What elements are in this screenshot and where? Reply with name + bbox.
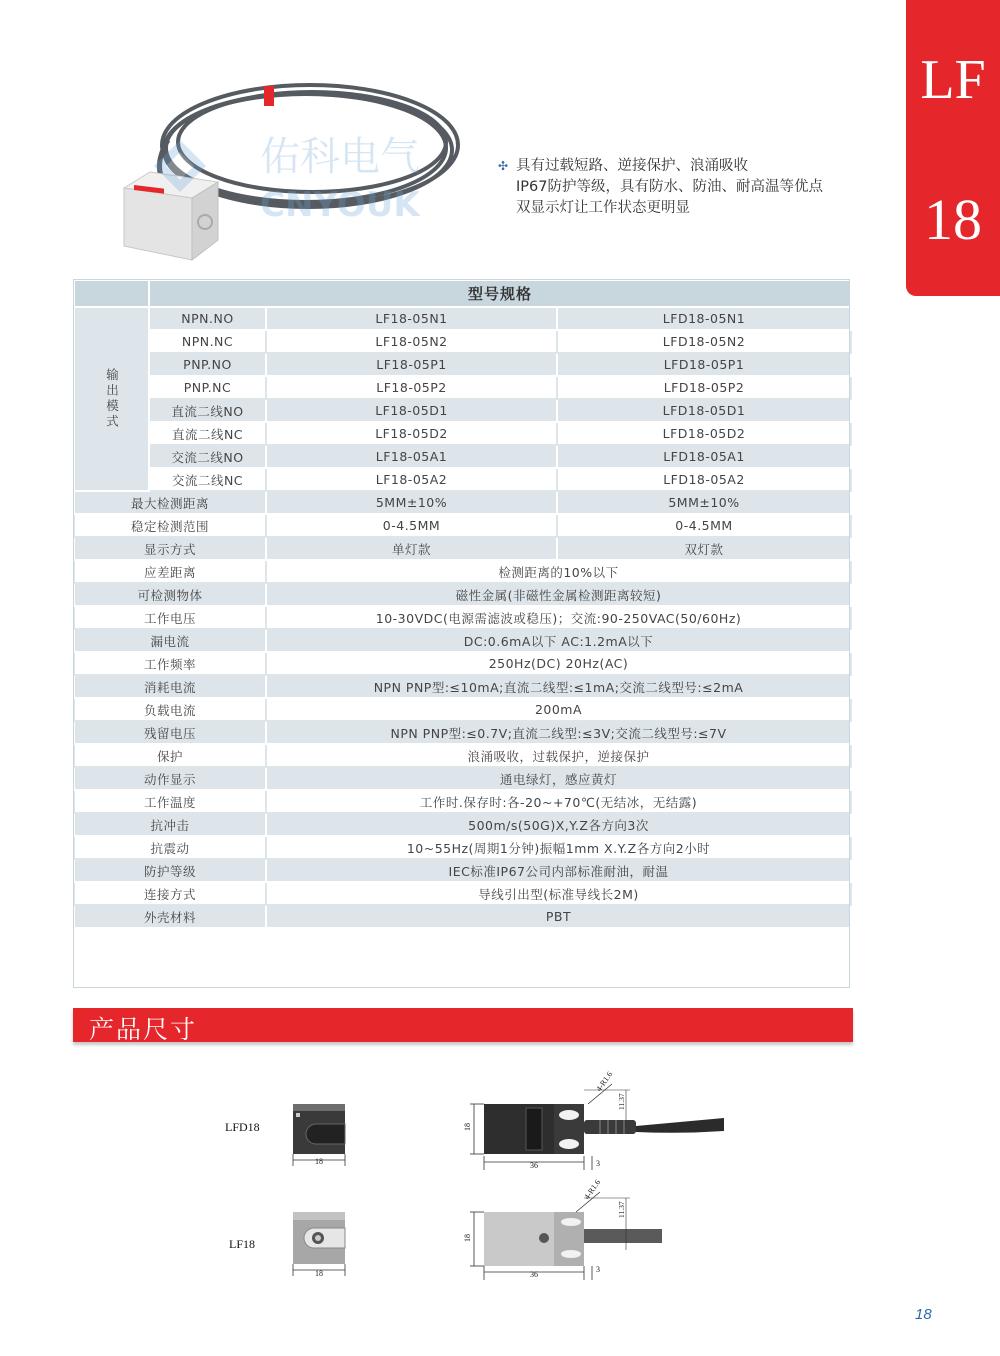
dim-offset: 11.37 [617,1093,626,1110]
dimensions-title: 产品尺寸 [89,1015,198,1044]
mode-cell: 交流二线NC [149,468,266,491]
page-number: 18 [915,1306,932,1323]
spec-label: 连接方式 [74,882,266,905]
lf-value-cell: 5MM±10% [266,491,557,514]
dim-width: 18 [315,1269,323,1278]
dim-hole: 4-R1.6 [594,1069,615,1094]
dim-width: 18 [315,1157,323,1166]
lf-model-cell: LF18-05A1 [266,445,557,468]
lf-model-cell: LF18-05P2 [266,376,557,399]
lfd-model-cell: LFD18-05D2 [557,422,851,445]
lf-model-cell: LF18-05D2 [266,422,557,445]
spec-label: 漏电流 [74,629,266,652]
spec-label: 稳定检测范围 [74,514,266,537]
tab-series: LF [920,49,986,111]
spec-label: 动作显示 [74,767,266,790]
dim-length: 36 [530,1270,538,1279]
output-mode-group-label: 输出模式 [74,307,149,491]
spec-title: 型号规格 [149,280,851,307]
feature-text: 具有过载短路、逆接保护、浪涌吸收 [516,158,748,174]
feature-text: 双显示灯让工作状态更明显 [516,200,690,216]
model-label-lf18: LF18 [229,1237,256,1251]
lfd-value-cell: 0-4.5MM [557,514,851,537]
mode-cell: 直流二线NC [149,422,266,445]
lfd-value-cell: 双灯款 [557,537,851,560]
mode-cell: PNP.NO [149,353,266,376]
lfd-model-cell: LFD18-05A1 [557,445,851,468]
dim-offset: 11.37 [617,1201,626,1218]
spec-label: 最大检测距离 [74,491,266,514]
mode-cell: PNP.NC [149,376,266,399]
dim-hole: 4-R1.6 [582,1177,603,1202]
lfd18-front-view [293,1104,345,1166]
spec-value: 检测距离的10%以下 [266,560,851,583]
lf-model-cell: LF18-05D1 [266,399,557,422]
spec-value: 工作时.保存时:各-20~+70℃(无结冰，无结露) [266,790,851,813]
model-label-lfd18: LFD18 [225,1120,260,1134]
spec-value: 200mA [266,698,851,721]
feature-text: IP67防护等级，具有防水、防油、耐高温等优点 [516,179,823,195]
spec-value: 浪涌吸收，过载保护，逆接保护 [266,744,851,767]
lfd-model-cell: LFD18-05N1 [557,307,851,330]
spec-label: 保护 [74,744,266,767]
spec-value: PBT [266,905,851,928]
spec-label: 可检测物体 [74,583,266,606]
spec-value: 250Hz(DC) 20Hz(AC) [266,652,851,675]
lf-model-cell: LF18-05P1 [266,353,557,376]
lfd-model-cell: LFD18-05P1 [557,353,851,376]
mode-cell: 交流二线NO [149,445,266,468]
spec-value: NPN PNP型:≤10mA;直流二线型:≤1mA;交流二线型号:≤2mA [266,675,851,698]
tab-size: 18 [924,187,982,252]
spec-value: 通电绿灯，感应黄灯 [266,767,851,790]
spec-label: 抗震动 [74,836,266,859]
dim-gap: 3 [596,1265,600,1274]
lf-value-cell: 单灯款 [266,537,557,560]
spec-value: 导线引出型(标准导线长2M) [266,882,851,905]
dim-height: 18 [463,1123,472,1131]
lfd-model-cell: LFD18-05N2 [557,330,851,353]
spec-label: 防护等级 [74,859,266,882]
spec-label: 残留电压 [74,721,266,744]
spec-value: 10-30VDC(电源需滤波或稳压)；交流:90-250VAC(50/60Hz) [266,606,851,629]
spec-label: 工作电压 [74,606,266,629]
dim-height: 18 [463,1234,472,1242]
bullet-icon: ✣ [498,159,509,173]
spec-label: 外壳材料 [74,905,266,928]
spec-label: 应差距离 [74,560,266,583]
lf18-front-view [293,1212,345,1278]
dim-length: 36 [530,1161,538,1170]
spec-label: 抗冲击 [74,813,266,836]
spec-value: 500m/s(50G)X,Y.Z各方向3次 [266,813,851,836]
watermark-cn: 佑科电气 [260,134,420,180]
lfd18-side-view [463,1070,724,1170]
lf18-side-view [463,1178,662,1280]
dim-gap: 3 [596,1159,600,1168]
spec-label: 工作频率 [74,652,266,675]
lfd-model-cell: LFD18-05A2 [557,468,851,491]
lf-model-cell: LF18-05N2 [266,330,557,353]
lfd-value-cell: 5MM±10% [557,491,851,514]
mode-cell: 直流二线NO [149,399,266,422]
watermark-en: CNYOUK [260,185,420,225]
spec-value: IEC标准IP67公司内部标准耐油，耐温 [266,859,851,882]
lfd-model-cell: LFD18-05D1 [557,399,851,422]
lfd-model-cell: LFD18-05P2 [557,376,851,399]
lf-value-cell: 0-4.5MM [266,514,557,537]
lf-model-cell: LF18-05A2 [266,468,557,491]
spec-label: 消耗电流 [74,675,266,698]
spec-label: 显示方式 [74,537,266,560]
spec-label: 工作温度 [74,790,266,813]
spec-value: 磁性金属(非磁性金属检测距离较短) [266,583,851,606]
spec-value: DC:0.6mA以下 AC:1.2mA以下 [266,629,851,652]
spec-label: 负载电流 [74,698,266,721]
spec-value: NPN PNP型:≤0.7V;直流二线型:≤3V;交流二线型号:≤7V [266,721,851,744]
mode-cell: NPN.NC [149,330,266,353]
mode-cell: NPN.NO [149,307,266,330]
spec-value: 10~55Hz(周期1分钟)振幅1mm X.Y.Z各方向2小时 [266,836,851,859]
lf-model-cell: LF18-05N1 [266,307,557,330]
